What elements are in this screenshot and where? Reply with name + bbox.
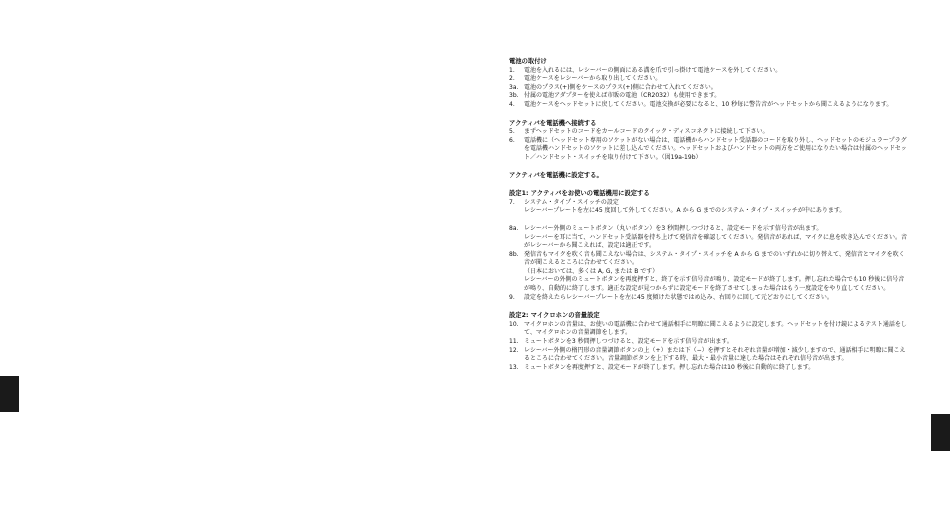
- right-page: [475, 0, 950, 526]
- list-item: 8a. レシーバー外側のミュートボタン（丸いボタン）を3 秒間押しつづけると、設定モードを示す信号音が出ます。: [509, 224, 823, 232]
- list-item: 3a. 電池のプラス(+)側をケースのプラス(+)側に合わせて入れてください。: [509, 83, 717, 91]
- list-item: 11. ミュートボタンを3 秒間押しつづけると、設定モードを示す信号音が出ます。: [509, 338, 733, 346]
- paragraph: レシーバーの外側のミュートボタンを再度押すと、終了を示す信号音が鳴り、設定モードが終了します。押し忘れた場合でも10 秒後に信号音が鳴り、自動的に終了します。適正な設定が見つからずに設定モードを終了させてしまった場合はもう一度設定をやり直してください。: [524, 276, 905, 293]
- list-item: 2. 電池ケースをレシーバーから取り出してください。: [509, 75, 662, 83]
- list-item: 7. システム・タイプ・スイッチの設定: [509, 198, 619, 206]
- list-item: 12. レシーバー外側の楕円形の音量調節ボタンの上（+）または下（−）を押すとそれぞれ音量が増加・減少しますので、通話相手に明瞭に聞こえるところに合わせてください。音量調節ボタンを上下する時、最大・最小音量に達した場合はそれぞれ信号音が出ます。: [509, 346, 906, 363]
- section-title-connect: アクティバを電話機へ接続する: [509, 119, 597, 127]
- paragraph: レシーバープレートを左に45 度回して外してください。A から G までのシステム・タイプ・スイッチが中にあります。: [524, 207, 846, 215]
- list-item: 10. マイクロホンの音量は、お使いの電話機に合わせて通話相手に明瞭に聞こえるように設定します。ヘッドセットを付け鏡によるテスト通話をして、マイクロホンの音量調節をします。: [509, 320, 907, 337]
- right-thumb-tab: [931, 414, 950, 451]
- list-item: 6. 電話機に（ヘッドセット専用のソケットがない場合は、電話機からハンドセット受話器のコードを取り外し、ヘッドセットのモジュラープラグを電話機ハンドセットのソケットに差し込んでください。ヘッドセットおよびハンドセットの両方をご使用になりたい場合は付属のヘッドセット／ハンドセット・スイッチを取り付けて下さい。（図19a-19b）: [509, 136, 907, 161]
- list-item: 13. ミュートボタンを再度押すと、設定モードが終了します。押し忘れた場合は10 秒後に自動的に終了します。: [509, 363, 815, 371]
- instructions-content: [509, 58, 909, 372]
- list-item: 9. 設定を終えたらレシーバープレートを左に45 度傾けた状態ではめ込み、右回りに回して元どおりにしてください。: [509, 293, 833, 301]
- list-item: 4. 電池ケースをヘッドセットに戻してください。電池交換が必要になると、10 秒毎に警告音がヘッドセットから聞こえるようになります。: [509, 100, 893, 108]
- section-title-setting1: 設定1: アクティバをお使いの電話機用に設定する: [509, 190, 650, 198]
- list-item: 8b. 発信音もマイクを吹く音も聞こえない場合は、システム・タイプ・スイッチを A から G までのいずれかに切り替えて、発信音とマイクを吹く音が聞こえるところに合わせてください。: [509, 250, 905, 267]
- left-thumb-tab: [0, 376, 19, 412]
- section-title-setting2: 設定2: マイクロホンの音量設定: [509, 312, 600, 320]
- list-item: 5. まずヘッドセットのコードをカールコードのクイック・ディスコネクトに接続して下さい。: [509, 128, 769, 136]
- section-title-setup: アクティバを電話機に設定する。: [509, 171, 603, 179]
- section-title-battery: 電池の取付け: [509, 58, 547, 65]
- paragraph: （日本においては、多くは A, G, または B です）: [524, 267, 659, 275]
- list-item: 3b. 付属の電池アダプターを使えば市販の電池（CR2032）も使用できます。: [509, 92, 721, 100]
- list-item: 1. 電池を入れるには、レシーバーの側面にある溝を爪で引っ掛けて電池ケースを外してください。: [509, 66, 782, 74]
- paragraph: レシーバーを耳に当て、ハンドセット受話器を持ち上げて発信音を確認してください。発信音があれば、マイクに息を吹き込んでください。音がレシーバーから聞こえれば、設定は適正です。: [524, 233, 908, 250]
